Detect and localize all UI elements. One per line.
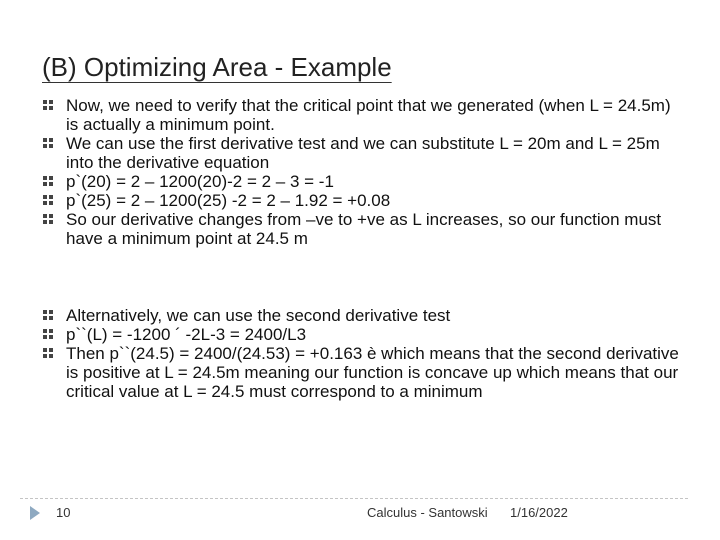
bullet-icon [42,99,54,111]
bullet-icon [42,194,54,206]
list-item-text: p`(20) = 2 – 1200(20)-2 = 2 – 3 = -1 [66,172,334,191]
list-item [42,306,682,325]
list-item-text: p`(25) = 2 – 1200(25) -2 = 2 – 1.92 = +0.08 [66,191,391,210]
footer-divider [20,498,688,499]
list-item [42,210,682,248]
bullet-list-first-derivative [42,96,682,248]
list-item [42,172,682,191]
list-item [42,191,682,210]
bullet-list-second-derivative [42,306,682,401]
slide-title: (B) Optimizing Area - Example [42,52,392,82]
bullet-icon [42,309,54,321]
list-item [42,344,682,401]
list-item-text: Alternatively, we can use the second derivative test [66,306,451,325]
list-item [42,134,682,172]
footer-date: 1/16/2022 [510,505,568,520]
page-number: 10 [56,505,71,520]
list-item [42,96,682,134]
bullet-icon [42,213,54,225]
bullet-icon [42,347,54,359]
bullet-icon [42,137,54,149]
list-item-text: So our derivative changes from –ve to +ve as L increases, so our function must have a minimum point at 24.5 m [66,210,662,248]
bullet-icon [42,328,54,340]
footer-course: Calculus - Santowski [367,505,488,520]
list-item-text: Now, we need to verify that the critical point that we generated (when L = 24.5m) is actually a minimum point. [66,96,671,134]
bullet-icon [42,175,54,187]
list-item-text: Then p``(24.5) = 2400/(24.53) = +0.163 è which means that the second derivative is positive at L = 24.5m meaning our function is concave up which means that our critical value at L = 24.5 must correspond to a minimum [66,344,679,401]
list-item-text: p``(L) = -1200 ´ -2L-3 = 2400/L3 [66,325,307,344]
list-item-text: We can use the first derivative test and we can substitute L = 20m and L = 25m into the derivative equation [66,134,660,172]
list-item [42,325,682,344]
slide-marker-icon [30,506,40,520]
